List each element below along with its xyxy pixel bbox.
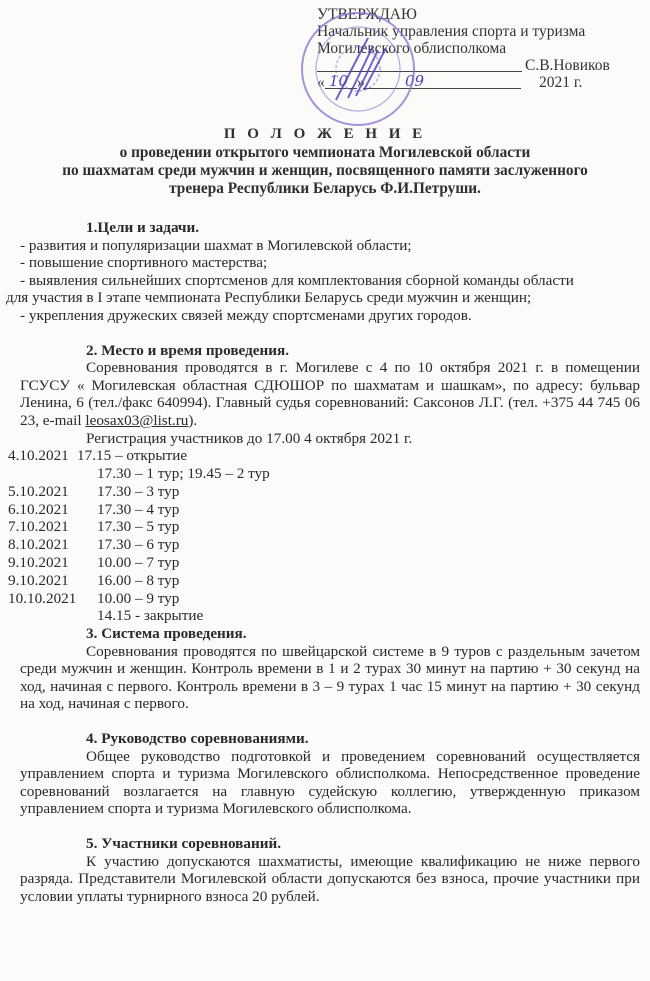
schedule-row: [20, 607, 640, 625]
section3-heading: 3. Система проведения.: [86, 625, 247, 643]
section1-item: - укрепления дружеских связей между спортсменами других городов.: [20, 306, 472, 324]
month-line: [363, 88, 521, 89]
title-line2: по шахматам среди мужчин и женщин, посвященного памяти заслуженного: [62, 162, 588, 179]
section1-item: - выявления сильнейших спортсменов для комплектования сборной команды области: [20, 271, 574, 289]
section4-heading: 4. Руководство соревнованиями.: [86, 730, 309, 748]
section5-heading: 5. Участники соревнований.: [86, 835, 282, 853]
schedule-time: 17.30 – 5 тур: [97, 518, 180, 536]
date-row: [317, 74, 647, 91]
document-body: [6, 219, 640, 905]
document-title: [0, 125, 650, 198]
approval-position-line2: Могилевского облисполкома: [317, 40, 507, 57]
date-month: 09: [405, 72, 425, 90]
judge-email-link[interactable]: leosax03@list.ru: [85, 411, 189, 429]
schedule-time: 17.15 – открытие: [77, 447, 188, 465]
registration-text: Регистрация участников до 17.00 4 октября 2021 г.: [86, 429, 413, 447]
date-day: 10: [329, 72, 349, 90]
schedule-time: 17.30 – 6 тур: [97, 536, 180, 554]
signatory-name: С.В.Новиков: [525, 57, 610, 74]
schedule-date: 10.10.2021: [8, 589, 77, 607]
date-open-quote: «: [317, 74, 325, 91]
title-heading: П О Л О Ж Е Н И Е: [223, 126, 427, 142]
schedule-row: [8, 536, 640, 554]
schedule-row: [8, 500, 640, 519]
section2-text-end: ).: [188, 411, 198, 429]
section1-item: - повышение спортивного мастерства;: [20, 254, 268, 272]
schedule-row: [8, 447, 640, 465]
section4-paragraph: Общее руководство подготовкой и проведением соревнований осуществляется управлением спорта и туризма Могилевского облисполкома. Непосредственное проведение соревнований возлагается на главную судейскую коллегию, утвержденную приказом управлением спорта и туризма Могилевского облисполкома.: [20, 747, 640, 818]
section2-heading: 2. Место и время проведения.: [86, 341, 290, 359]
schedule-row: [8, 571, 640, 590]
signature-row: [317, 57, 647, 74]
schedule-date: 9.10.2021: [8, 571, 69, 589]
schedule-time: 14.15 - закрытие: [97, 607, 204, 625]
date-close-quote: »: [357, 74, 365, 91]
schedule-row: [8, 518, 640, 536]
schedule-row: [8, 589, 640, 608]
schedule-row: [8, 482, 640, 501]
section1-item: - развития и популяризации шахмат в Могилевской области;: [20, 236, 412, 254]
schedule-time: 10.00 – 9 тур: [97, 589, 180, 607]
section2-text: Соревнования проводятся в г. Могилеве с 4 по 10 октября 2021 г. в помещении ГСУСУ « Могилевская областная СДЮШОР по шахматам и шашкам», по адресу: бульвар Ленина, 6 (тел./факс 640994). Главный судья соревнований: Саксонов Л.Г. (тел. +375 44 745 06 23, e-mail: [20, 359, 640, 429]
schedule-date: 8.10.2021: [8, 536, 69, 554]
schedule-date: 4.10.2021: [8, 447, 69, 465]
section1-heading: 1.Цели и задачи.: [86, 219, 200, 236]
schedule-row: [8, 553, 640, 572]
section1-item: для участия в I этапе чемпионата Республики Беларусь среди мужчин и женщин;: [6, 289, 532, 307]
schedule-time: 17.30 – 1 тур; 19.45 – 2 тур: [97, 464, 270, 482]
schedule-time: 17.30 – 3 тур: [97, 482, 180, 500]
schedule-list: [8, 447, 640, 625]
schedule-date: 5.10.2021: [8, 482, 69, 500]
section5-paragraph: К участию допускаются шахматисты, имеющие квалификацию не ниже первого разряда. Представители Могилевской области допускаются без взноса, прочие участники при условии уплаты турнирного взноса 20 рублей.: [20, 852, 640, 905]
schedule-time: 10.00 – 7 тур: [97, 553, 180, 571]
title-line3: тренера Республики Беларусь Ф.И.Петруши.: [169, 180, 481, 197]
section3-paragraph: Соревнования проводятся по швейцарской системе в 9 туров с раздельным зачетом среди мужчин и женщин. Контроль времени в 1 и 2 турах 30 минут на партию + 30 секунд на ход, начиная с первого. Контроль времени в 3 – 9 турах 1 час 15 минут на партию + 30 секунд на ход, начиная с первого.: [20, 642, 640, 713]
section2-paragraph: [20, 359, 640, 429]
schedule-date: 6.10.2021: [8, 500, 69, 518]
title-line1: о проведении открытого чемпионата Могилевской области: [119, 144, 531, 161]
schedule-row: [20, 465, 640, 483]
approval-block: [317, 6, 647, 91]
approval-position-line1: Начальник управления спорта и туризма: [317, 23, 586, 40]
schedule-date: 9.10.2021: [8, 553, 69, 571]
date-year: 2021 г.: [539, 74, 583, 91]
approval-label: УТВЕРЖДАЮ: [317, 6, 417, 23]
schedule-date: 7.10.2021: [8, 518, 69, 536]
schedule-time: 16.00 – 8 тур: [97, 571, 180, 589]
schedule-time: 17.30 – 4 тур: [97, 500, 180, 518]
